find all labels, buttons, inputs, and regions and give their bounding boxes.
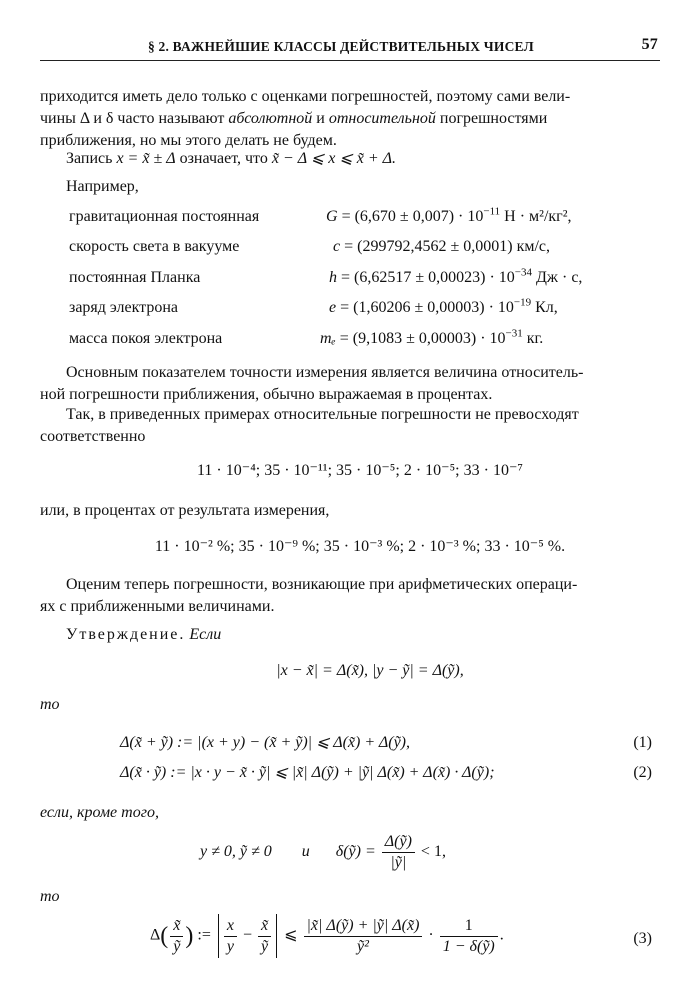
relative-errors-list: 11 · 10⁻⁴; 35 · 10⁻¹¹; 35 · 10⁻⁵; 2 · 10⁻⁵; 33 · 10⁻⁷ (197, 462, 523, 479)
condition-2: y ≠ 0, ỹ ≠ 0 и δ(ỹ) = $\frac{\text{Δ(ỹ)}}{\text{|ỹ|}}$ < 1, (200, 833, 446, 871)
running-title: § 2. ВАЖНЕЙШИЕ КЛАССЫ ДЕЙСТВИТЕЛЬНЫХ ЧИСЕЛ (148, 39, 534, 54)
running-header (40, 34, 660, 56)
paragraph-3: Так, в приведенных примерах относительные погрешности не превосходят соответственно (40, 406, 579, 445)
then-word-1: то (40, 696, 60, 713)
moreover-clause: если, кроме того, (40, 804, 159, 821)
header-rule (40, 60, 660, 61)
paragraph-4: Оценим теперь погрешности, возникающие при арифметических операци- ях с приближенными величинами. (40, 576, 578, 615)
page-number: 57 (641, 36, 658, 53)
equation-2-number: (2) (633, 764, 652, 781)
constant-row: гравитационная постоянная $G = (6,670 \pm 0,007) \cdot 10^{-11}$ Н · м²/кг², (69, 205, 572, 225)
delta-fraction: $\frac{\text{Δ(ỹ)}}{\text{|ỹ|}}$ (382, 832, 415, 873)
para1-line3: приближения, но мы этого делать не будем. (40, 132, 337, 149)
percent-intro: или, в процентах от результата измерения, (40, 502, 330, 519)
constant-row: скорость света в вакууме c = (299792,4562 ± 0,0001) км/с, (69, 238, 551, 255)
condition-equation: |x − x̃| = Δ(x̃), |y − ỹ| = Δ(ỹ), (276, 662, 464, 679)
constant-row: заряд электрона $e = (1,60206 \pm 0,00003) \cdot 10^{-19}$ Кл, (69, 296, 558, 316)
paragraph-1 (40, 86, 660, 152)
statement-label: Утверждение. (66, 626, 186, 643)
para1-line2: чины Δ и δ часто называют абсолютной и относительной погрешностями (40, 110, 548, 127)
equation-1: Δ(x̃ + ỹ) := |(x + y) − (x̃ + ỹ)| ⩽ Δ(x̃) + Δ(ỹ), (120, 734, 410, 751)
paragraph-2: Основным показателем точности измерения является величина относитель- ной погрешности приближения, обычно выражаемая в процентах. (40, 364, 584, 403)
relative-errors-percent: 11 · 10⁻² %; 35 · 10⁻⁹ %; 35 · 10⁻³ %; 2 · 10⁻³ %; 33 · 10⁻⁵ %. (154, 538, 566, 555)
book-page: § 2. ВАЖНЕЙШИЕ КЛАССЫ ДЕЙСТВИТЕЛЬНЫХ ЧИСЕЛ 57 приходится иметь дело только с оценками погрешностей, поэтому сами вели- чины Δ и δ часто называют абсолютной и относительной погрешностями приближения, но мы этого делать не будем. Запись x = x̃ ± Δ означает, что x̃ − Δ ⩽ x ⩽ x̃ + Δ. Например, гравитационная постоянная $G = (6,670 \pm 0,007) \cdot 10^{-11}$ Н · м²/кг², скорость света в вакууме c = (299792,4562 ± 0,0001) км/с, постоянная Планка $h = (6,62517 \pm 0,00023) \cdot 10^{-34}$ Дж · с, заряд электрона $e = (1,60206 \pm 0,00003) \cdot 10^{-19}$ Кл, масса покоя электрона $m_e = (9,1083 \pm 0,00003) \cdot 10^{-31}$ кг. Основным показателем точности измерения является величина относитель- ной погрешности приближения, обычно выражаемая в процентах. Так, в приведенных примерах относительные погрешности не превосходят соответственно 11 · 10⁻⁴; 35 · 10⁻¹¹; 35 · 10⁻⁵; 2 · 10⁻⁵; 33 · 10⁻⁷ или, в процентах от результата измерения, 11 · 10⁻² %; 35 · 10⁻⁹ %; 35 · 10⁻³ %; 2 · 10⁻³ %; 33 · 10⁻⁵ %. Оценим теперь погрешности, возникающие при арифметических операци- ях с приближенными величинами. Утверждение. Если |x − x̃| = Δ(x̃), |y − ỹ| = Δ(ỹ), то Δ(x̃ + ỹ) := |(x + y) − (x̃ + ỹ)| ⩽ Δ(x̃) + Δ(ỹ), (1) Δ(x̃ · ỹ) := |x · y − x̃ · ỹ| ⩽ |x̃| Δ(ỹ) + |ỹ| Δ(x̃) + Δ(x̃) · Δ(ỹ); (2) если, кроме того, y ≠ 0, ỹ ≠ 0 и δ(ỹ) = $\frac{\text{Δ(ỹ)}}{\text{|ỹ|}}$ < 1, то Δ( $\frac{x̃}{\text{ỹ}}$ ) := $\frac{x}{y}$ − $\frac{x̃}{\text{ỹ}}$ ⩽ $\frac{\text{|x̃| Δ(ỹ) + |ỹ| Δ(x̃)}}{\text{ỹ²}}$ · $\frac{1}{\text{1 − δ(ỹ)}}$ . (3) (40, 0, 660, 1000)
statement-if: Если (189, 626, 222, 643)
equation-2: Δ(x̃ · ỹ) := |x · y − x̃ · ỹ| ⩽ |x̃| Δ(ỹ) + |ỹ| Δ(x̃) + Δ(x̃) · Δ(ỹ); (120, 764, 495, 781)
para1-line1: приходится иметь дело только с оценками погрешностей, поэтому сами вели- (40, 88, 571, 105)
equation-3: Δ( $\frac{x̃}{\text{ỹ}}$ ) := $\frac{x}{y}$ − $\frac{x̃}{\text{ỹ}}$ ⩽ $\frac{\text{|x̃| Δ(ỹ) + |ỹ| Δ(x̃)}}{\text{ỹ²}}$ · $\frac{1}{\text{1 − δ(ỹ)}}$ . (150, 914, 504, 958)
constant-row: постоянная Планка $h = (6,62517 \pm 0,00023) \cdot 10^{-34}$ Дж · с, (69, 266, 583, 286)
equation-1-number: (1) (633, 734, 652, 751)
equation-3-number: (3) (633, 930, 652, 947)
constant-row: масса покоя электрона $m_e = (9,1083 \pm 0,00003) \cdot 10^{-31}$ кг. (69, 327, 544, 347)
then-word-2: то (40, 888, 60, 905)
